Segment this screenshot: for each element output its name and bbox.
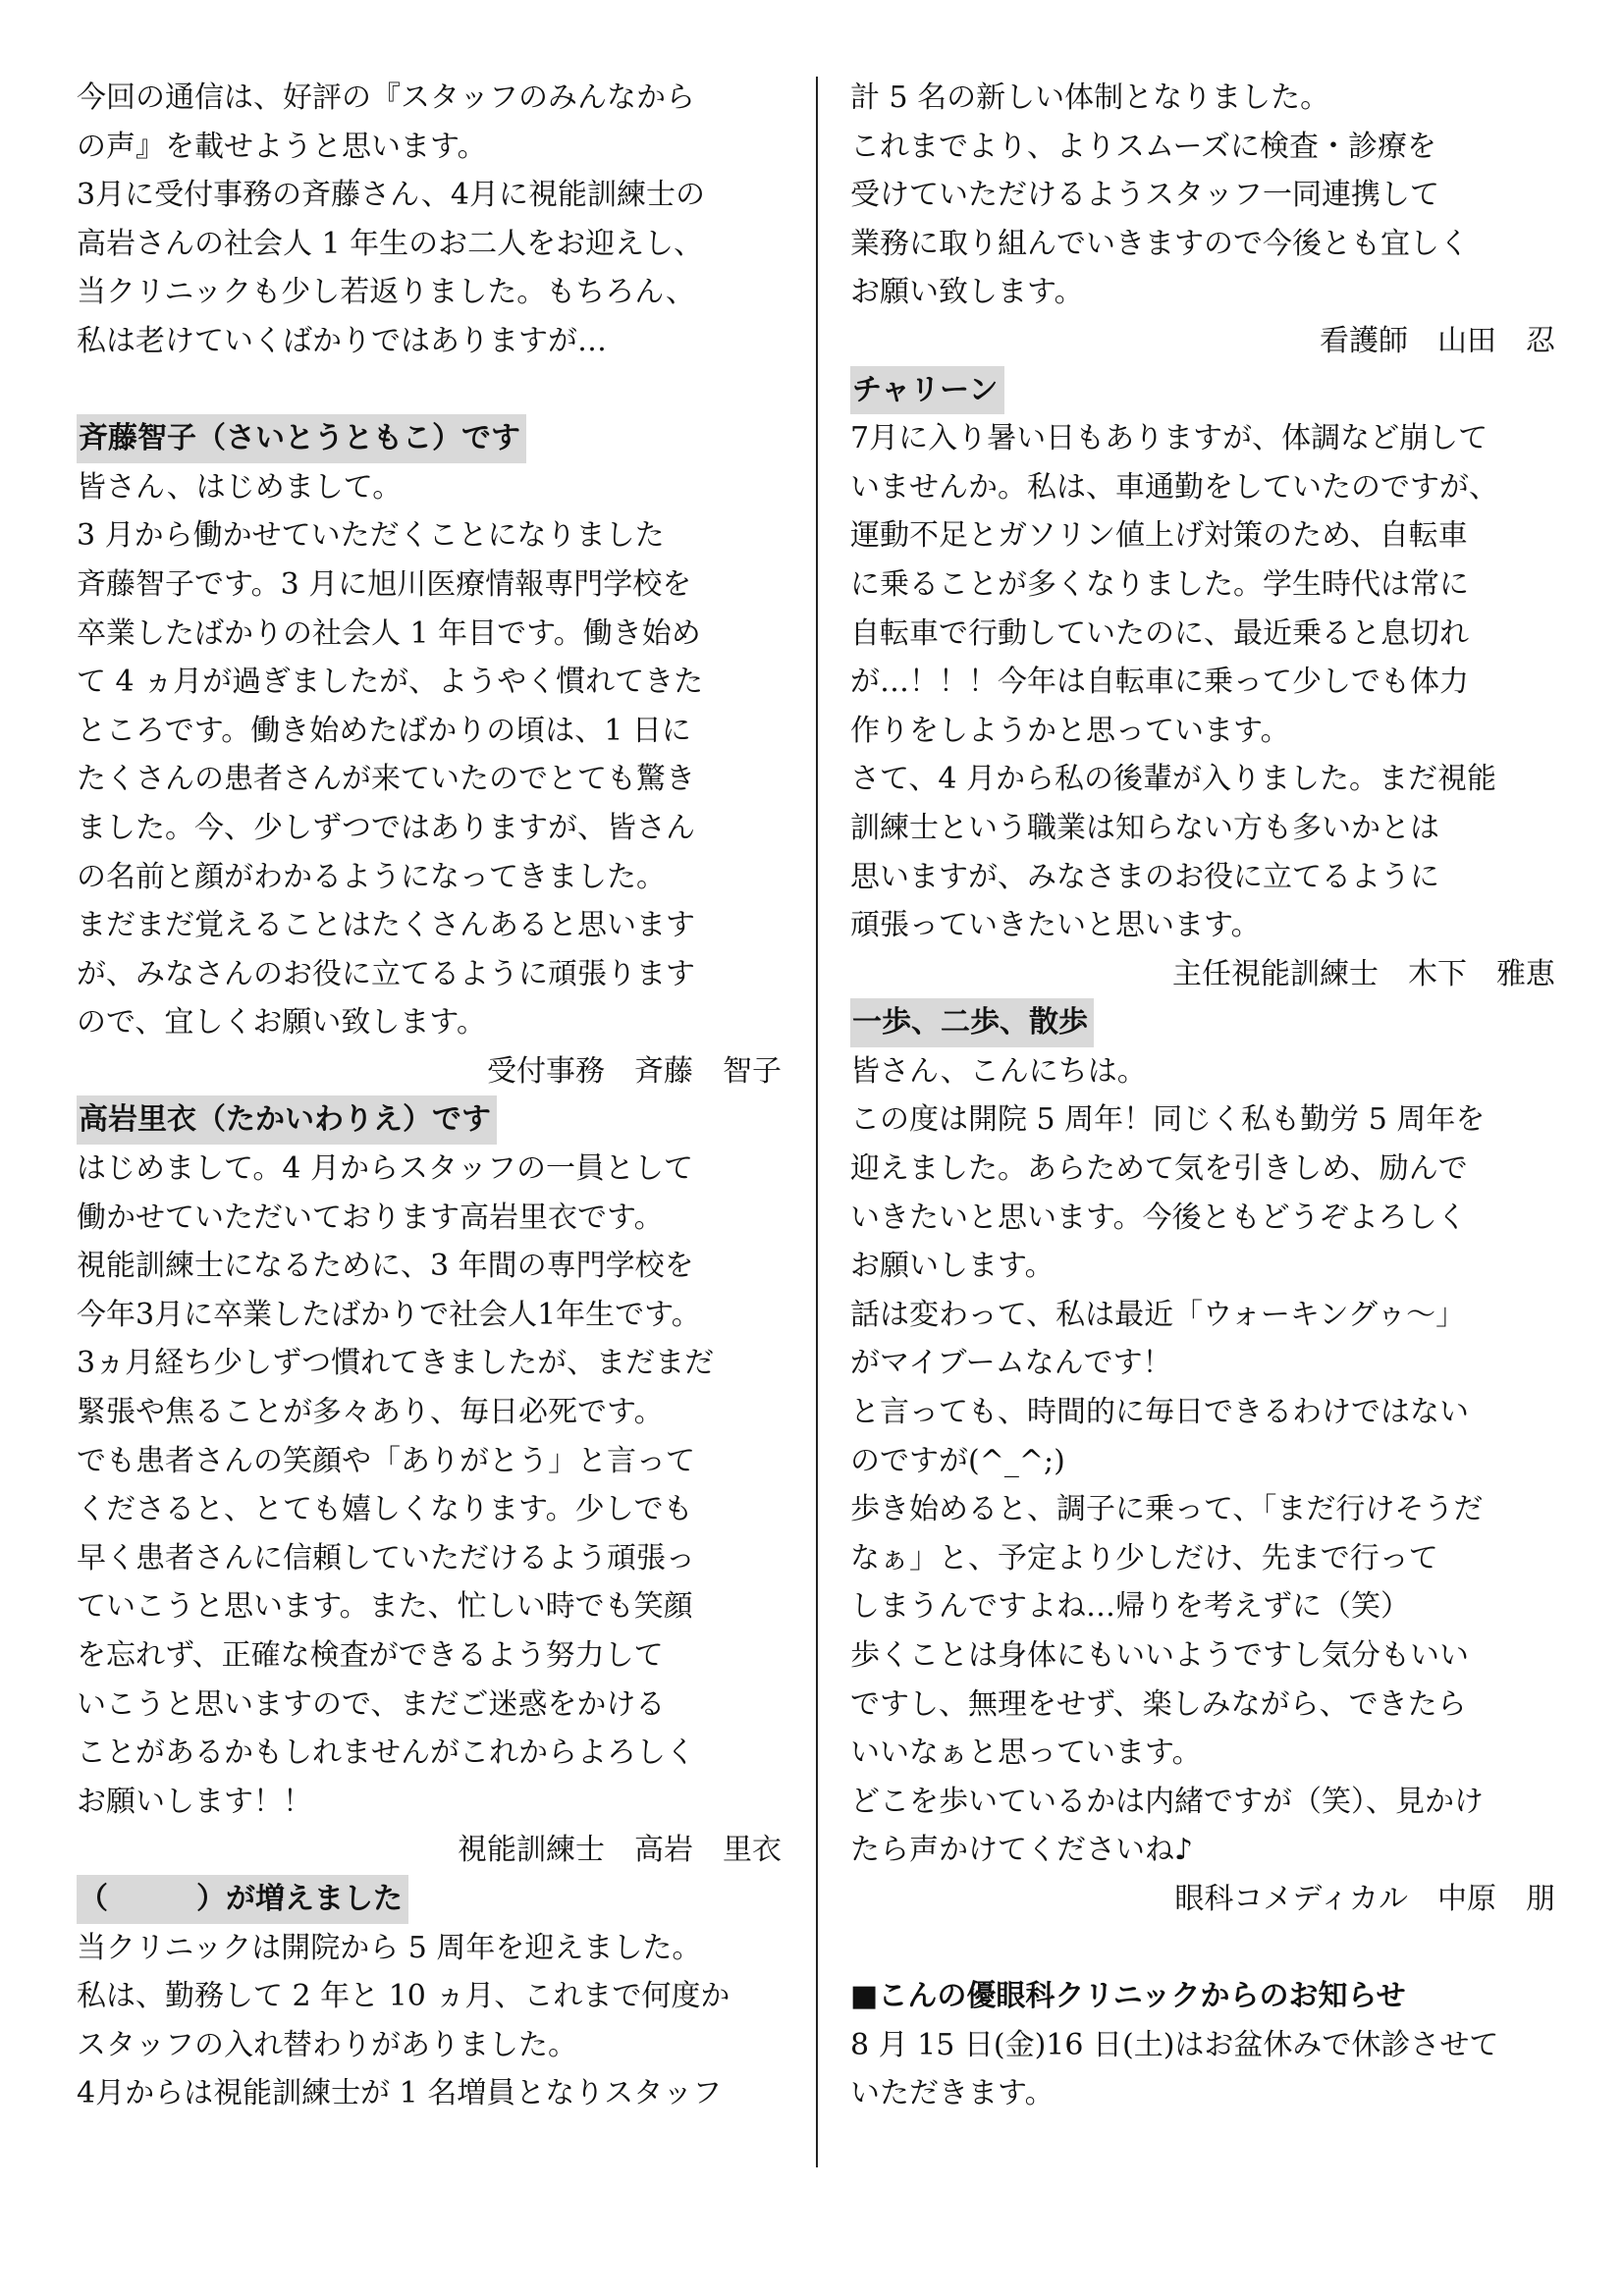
text-line: 歩き始めると、調子に乗って、「まだ行けそうだ bbox=[850, 1492, 1484, 1527]
text-line: 思いますが、みなさまのお役に立てるように bbox=[850, 859, 1439, 894]
text-line: 皆さん、こんにちは。 bbox=[850, 1053, 1147, 1089]
text-line: のですが(^_^;) bbox=[850, 1443, 1065, 1478]
text-line: 8 月 15 日(金)16 日(土)はお盆休みで休診させて bbox=[850, 2027, 1499, 2062]
text-line: 3ヵ月経ち少しずつ慣れてきましたが、まだまだ bbox=[77, 1346, 715, 1381]
walk-body bbox=[850, 1047, 1555, 1875]
text-line: 視能訓練士になるために、3 年間の専門学校を bbox=[77, 1249, 694, 1284]
text-line: まだまだ覚えることはたくさんあると思います bbox=[77, 908, 695, 943]
takaiwa-body bbox=[77, 1145, 782, 1826]
text-line: と言っても、時間的に毎日できるわけではない bbox=[850, 1395, 1469, 1430]
text-line: 7月に入り暑い日もありますが、体調など崩して bbox=[850, 421, 1488, 456]
increase-body bbox=[77, 1924, 782, 2118]
text-line: 自転車で行動していたのに、最近乗ると息切れ bbox=[850, 615, 1469, 651]
text-line: が、みなさんのお役に立てるように頑張ります bbox=[77, 956, 695, 991]
text-line: 話は変わって、私は最近「ウォーキングゥ〜」 bbox=[850, 1297, 1466, 1332]
text-line: この度は開院 5 周年！同じく私も勤労 5 周年を bbox=[850, 1102, 1486, 1138]
section-heading-takaiwa: 高岩里衣（たかいわりえ）です bbox=[77, 1095, 497, 1145]
text-line: しまうんですよね…帰りを考えずに（笑） bbox=[850, 1589, 1410, 1625]
column-divider bbox=[816, 77, 818, 2167]
text-line: に乗ることが多くなりました。学生時代は常に bbox=[850, 566, 1469, 602]
text-line: いいなぁと思っています。 bbox=[850, 1735, 1202, 1771]
text-line: 訓練士という職業は知らない方も多いかとは bbox=[850, 810, 1439, 845]
text-line: 私は老けていくばかりではありますが… bbox=[77, 323, 607, 358]
text-line: ですし、無理をせず、楽しみながら、できたら bbox=[850, 1686, 1467, 1722]
text-line: 緊張や焦ることが多々あり、毎日必死です。 bbox=[77, 1395, 664, 1430]
intro-section bbox=[77, 74, 782, 366]
text-line: いこうと思いますので、まだご迷惑をかける bbox=[77, 1686, 666, 1722]
text-line: 当クリニックは開院から 5 周年を迎えました。 bbox=[77, 1930, 702, 1965]
text-line: いきたいと思います。今後ともどうぞよろしく bbox=[850, 1200, 1467, 1235]
section-heading-walk: 一歩、二歩、散歩 bbox=[850, 998, 1094, 1047]
notice-heading: ■こんの優眼科クリニックからのお知らせ bbox=[850, 1979, 1406, 2014]
text-line: 4月からは視能訓練士が 1 名増員となりスタッフ bbox=[77, 2076, 723, 2111]
text-line: いませんか。私は、車通勤をしていたのですが、 bbox=[850, 469, 1498, 505]
text-line: 卒業したばかりの社会人 1 年目です。働き始め bbox=[77, 615, 701, 651]
text-line: がマイブームなんです！ bbox=[850, 1346, 1172, 1381]
section-heading-challenge: チャリーン bbox=[850, 366, 1004, 415]
text-line: 業務に取り組んでいきますので今後とも宜しく bbox=[850, 226, 1469, 261]
saito-heading-row bbox=[77, 414, 782, 463]
text-line: 働かせていただいております高岩里衣です。 bbox=[77, 1200, 664, 1235]
text-line: 受けていただけるようスタッフ一同連携して bbox=[850, 178, 1439, 213]
increase-continued-body bbox=[850, 74, 1555, 317]
text-line: 頑張っていきたいと思います。 bbox=[850, 908, 1261, 943]
spacer bbox=[850, 1924, 1555, 1973]
right-column bbox=[850, 74, 1555, 2118]
saito-body bbox=[77, 463, 782, 1047]
text-line: さて、4 月から私の後輩が入りました。まだ視能 bbox=[850, 762, 1497, 797]
text-line: 3 月から働かせていただくことになりました bbox=[77, 518, 665, 554]
text-line: 皆さん、はじめまして。 bbox=[77, 469, 403, 505]
text-line: お願い致します。 bbox=[850, 275, 1084, 310]
signature-saito: 受付事務 斉藤 智子 bbox=[487, 1053, 782, 1089]
text-line: 私は、勤務して 2 年と 10 ヵ月、これまで何度か bbox=[77, 1979, 730, 2014]
challenge-heading-row bbox=[850, 366, 1555, 415]
text-line: 計 5 名の新しい体制となりました。 bbox=[850, 80, 1330, 115]
text-line: を忘れず、正確な検査ができるよう努力して bbox=[77, 1638, 664, 1673]
text-line: ので、宜しくお願い致します。 bbox=[77, 1005, 486, 1041]
text-line: どこを歩いているかは内緒ですが（笑）、見かけ bbox=[850, 1784, 1484, 1819]
challenge-body bbox=[850, 414, 1555, 950]
text-line: の声』を載せようと思います。 bbox=[77, 129, 487, 164]
text-line: 早く患者さんに信頼していただけるよう頑張っ bbox=[77, 1540, 695, 1575]
text-line: 歩くことは身体にもいいようですし気分もいい bbox=[850, 1638, 1469, 1673]
increase-heading-row bbox=[77, 1875, 782, 1924]
text-line: ました。今、少しずつではありますが、皆さん bbox=[77, 810, 695, 845]
text-line: たくさんの患者さんが来ていたのでとても驚き bbox=[77, 762, 695, 797]
text-line: 今年3月に卒業したばかりで社会人1年生です。 bbox=[77, 1297, 701, 1332]
text-line: たら声かけてくださいね♪ bbox=[850, 1833, 1194, 1868]
text-line: 迎えました。あらためて気を引きしめ、励んで bbox=[850, 1151, 1468, 1187]
text-line: 当クリニックも少し若返りました。もちろん、 bbox=[77, 275, 695, 310]
text-line: いただきます。 bbox=[850, 2076, 1055, 2111]
text-line: の名前と顔がわかるようになってきました。 bbox=[77, 859, 666, 894]
text-line: 作りをしようかと思っています。 bbox=[850, 713, 1290, 748]
text-line: なぁ」と、予定より少しだけ、先まで行って bbox=[850, 1540, 1438, 1575]
text-line: 斉藤智子です。3 月に旭川医療情報専門学校を bbox=[77, 566, 692, 602]
text-line: お願いします。 bbox=[850, 1249, 1055, 1284]
takaiwa-heading-row bbox=[77, 1095, 782, 1145]
section-heading-saito: 斉藤智子（さいとうともこ）です bbox=[77, 414, 526, 463]
text-line: が…！！！今年は自転車に乗って少しでも体力 bbox=[850, 665, 1469, 700]
walk-heading-row bbox=[850, 998, 1555, 1047]
text-line: はじめまして。4 月からスタッフの一員として bbox=[77, 1151, 694, 1187]
text-line: お願いします！！ bbox=[77, 1784, 312, 1819]
text-line: ことがあるかもしれませんがこれからよろしく bbox=[77, 1735, 695, 1771]
left-column bbox=[77, 74, 782, 2118]
signature-kinoshita: 主任視能訓練士 木下 雅恵 bbox=[1172, 956, 1555, 991]
signature-nakahara: 眼科コメディカル 中原 朋 bbox=[1174, 1881, 1555, 1916]
notice-body bbox=[850, 2021, 1555, 2118]
text-line: これまでより、よりスムーズに検査・診療を bbox=[850, 129, 1436, 164]
text-line: 運動不足とガソリン値上げ対策のため、自転車 bbox=[850, 518, 1468, 554]
text-line: ていこうと思います。また、忙しい時でも笑顔 bbox=[77, 1589, 693, 1625]
text-line: 3月に受付事務の斉藤さん、4月に視能訓練士の bbox=[77, 178, 705, 213]
text-line: くださると、とても嬉しくなります。少しでも bbox=[77, 1492, 693, 1527]
text-line: ところです。働き始めたばかりの頃は、1 日に bbox=[77, 713, 691, 748]
section-heading-increase: （ ）が増えました bbox=[77, 1875, 408, 1924]
signature-yamada: 看護師 山田 忍 bbox=[1320, 323, 1555, 358]
text-line: 今回の通信は、好評の『スタッフのみんなから bbox=[77, 80, 695, 115]
text-line: でも患者さんの笑顔や「ありがとう」と言って bbox=[77, 1443, 695, 1478]
signature-takaiwa: 視能訓練士 高岩 里衣 bbox=[458, 1833, 782, 1868]
text-line: て 4 ヵ月が過ぎましたが、ようやく慣れてきた bbox=[77, 665, 704, 700]
spacer bbox=[77, 366, 782, 415]
text-line: 高岩さんの社会人 1 年生のお二人をお迎えし、 bbox=[77, 226, 704, 261]
text-line: スタッフの入れ替わりがありました。 bbox=[77, 2027, 577, 2062]
